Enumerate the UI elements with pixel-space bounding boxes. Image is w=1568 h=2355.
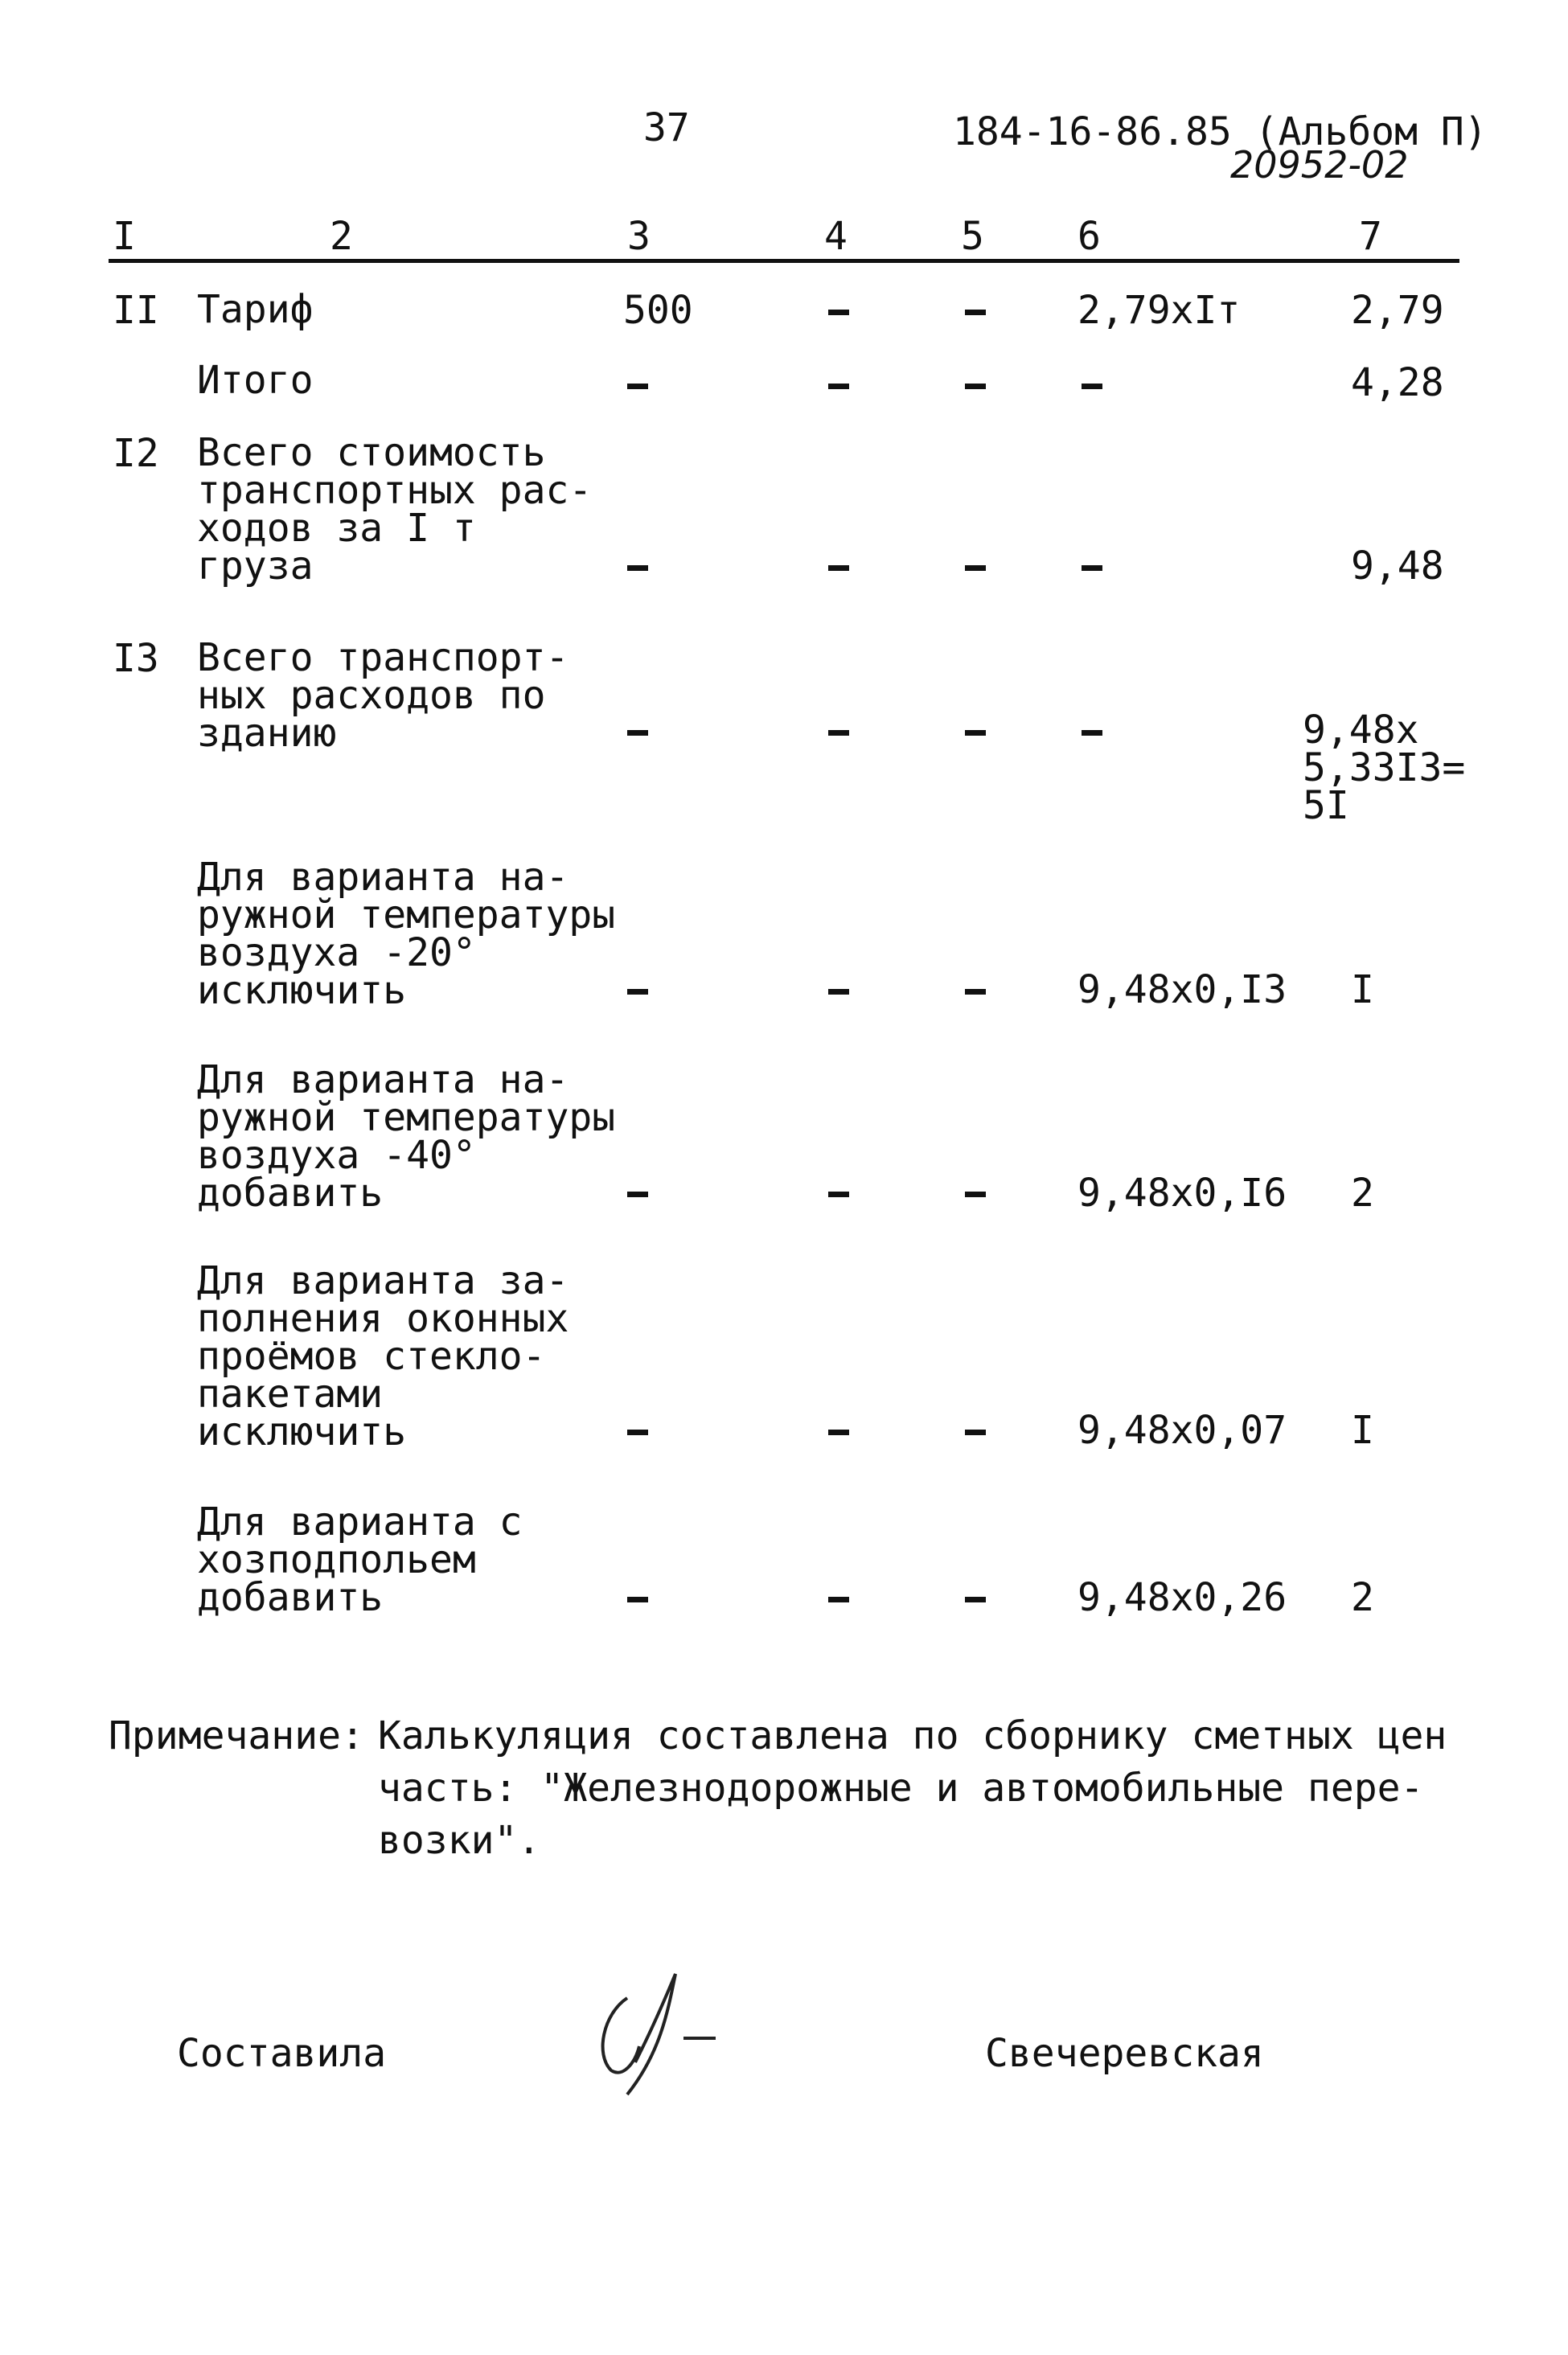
row-name: Для варианта на- ружной температуры воздуха -40° добавить xyxy=(197,1057,616,1216)
cell-col4 xyxy=(828,384,849,389)
cell-col6 xyxy=(1082,384,1102,389)
row-number: I2 xyxy=(113,431,159,476)
cell-col6: 9,48x0,I6 xyxy=(1077,1171,1287,1216)
cell-col3: 500 xyxy=(623,288,693,333)
cell-col3 xyxy=(627,1430,648,1435)
header-rule xyxy=(109,259,1459,263)
cell-col4 xyxy=(828,1192,849,1197)
cell-col4 xyxy=(828,1430,849,1435)
column-header: 7 xyxy=(1359,214,1382,259)
cell-col6: 2,79xIт xyxy=(1077,288,1241,333)
cell-col7: 9,48x 5,33I3= 5I xyxy=(1303,708,1466,828)
column-header: I xyxy=(113,214,136,259)
cell-col3 xyxy=(627,384,648,389)
cell-col6 xyxy=(1082,730,1102,736)
cell-col5 xyxy=(965,730,986,736)
cell-col4 xyxy=(828,730,849,736)
cell-col4 xyxy=(828,565,849,571)
cell-col7: 9,48 xyxy=(1351,544,1444,589)
cell-col5 xyxy=(965,1192,986,1197)
cell-col5 xyxy=(965,565,986,571)
document-code: 184-16-86.85 (Альбом П) xyxy=(953,109,1488,154)
cell-col3 xyxy=(627,730,648,736)
note-line: Калькуляция составлена по сборнику сметных цен xyxy=(378,1713,1447,1758)
column-header: 6 xyxy=(1077,214,1101,259)
row-name: Всего транспорт- ных расходов по зданию xyxy=(197,635,569,756)
cell-col3 xyxy=(627,565,648,571)
cell-col6: 9,48x0,26 xyxy=(1077,1575,1287,1620)
cell-col4 xyxy=(828,989,849,995)
cell-col5 xyxy=(965,310,986,315)
column-header: 5 xyxy=(961,214,984,259)
row-name: Для варианта на- ружной температуры воздуха -20° исключить xyxy=(197,855,616,1013)
signature-image xyxy=(579,1950,740,2111)
cell-col6: 9,48x0,07 xyxy=(1077,1408,1287,1453)
column-header: 3 xyxy=(627,214,651,259)
compiled-label: Составила xyxy=(177,2031,387,2076)
row-name: Итого xyxy=(197,358,314,403)
row-name: Тариф xyxy=(197,287,314,332)
cell-col7: I xyxy=(1351,967,1374,1012)
cell-col7: 4,28 xyxy=(1351,360,1444,405)
note-line: часть: "Железнодорожные и автомобильные пере- xyxy=(378,1766,1424,1811)
row-number: II xyxy=(113,288,159,333)
row-name: Для варианта за- полнения оконных проёмов стекло- пакетами исключить xyxy=(197,1258,569,1454)
cell-col4 xyxy=(828,1597,849,1602)
note-label: Примечание: xyxy=(109,1713,364,1758)
cell-col5 xyxy=(965,384,986,389)
cell-col7: 2 xyxy=(1351,1575,1374,1620)
cell-col5 xyxy=(965,1597,986,1602)
compiler-name: Свечеревская xyxy=(985,2031,1264,2076)
row-number: I3 xyxy=(113,636,159,681)
cell-col5 xyxy=(965,1430,986,1435)
cell-col4 xyxy=(828,310,849,315)
page-number: 37 xyxy=(643,105,690,150)
cell-col7: 2 xyxy=(1351,1171,1374,1216)
cell-col5 xyxy=(965,989,986,995)
cell-col3 xyxy=(627,1192,648,1197)
handwritten-code: 20952-02 xyxy=(1230,143,1409,187)
cell-col7: I xyxy=(1351,1408,1374,1453)
note-line: возки". xyxy=(378,1818,541,1863)
row-name: Всего стоимость транспортных рас- ходов за I т груза xyxy=(197,430,593,589)
column-header: 4 xyxy=(824,214,848,259)
cell-col7: 2,79 xyxy=(1351,288,1444,333)
cell-col3 xyxy=(627,1597,648,1602)
cell-col6 xyxy=(1082,565,1102,571)
cell-col6: 9,48x0,I3 xyxy=(1077,967,1287,1012)
row-name: Для варианта с хозподпольем добавить xyxy=(197,1500,523,1620)
cell-col3 xyxy=(627,989,648,995)
column-header: 2 xyxy=(330,214,353,259)
